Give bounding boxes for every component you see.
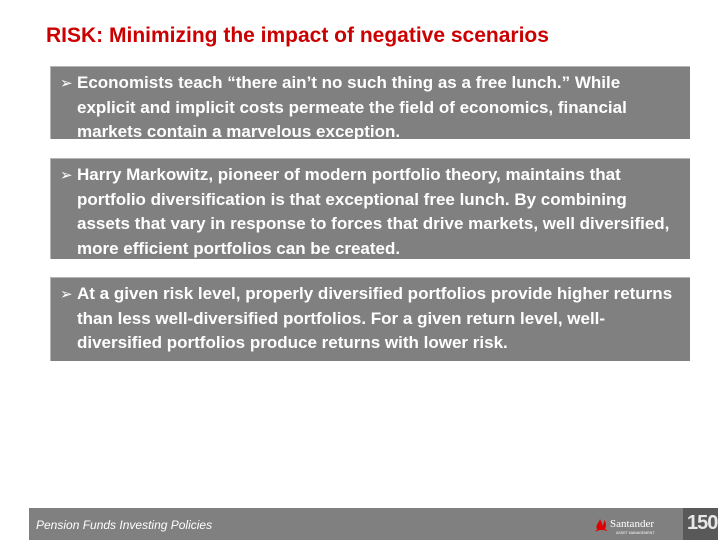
badge-text: 150 [687,512,718,534]
bullet-1 [59,71,682,145]
logo-subtitle: ASSET MANAGEMENT [616,531,655,535]
slide-title: RISK: Minimizing the impact of negative scenarios [46,24,549,47]
arrow-bullet-icon: ➢ [60,166,73,184]
bullet-text-1: Economists teach “there ain’t no such thing as a free lunch.” While explicit and implicit costs permeate the field of economics, financial markets contain a marvelous exception. [77,73,627,141]
footer [0,508,720,540]
flame-icon [596,519,607,532]
bullet-box-2 [50,158,690,259]
footer-title: Pension Funds Investing Policies [36,518,213,532]
arrow-bullet-icon: ➢ [60,285,73,303]
bullet-text-3: At a given risk level, properly diversified portfolios provide higher returns than less well-diversified portfolios. For a given return level, well-diversified portfolios produce returns with lower risk. [77,284,673,352]
arrow-bullet-icon: ➢ [60,74,73,92]
bullet-box-3 [50,277,690,361]
bullet-text-2: Harry Markowitz, pioneer of modern portfolio theory, maintains that portfolio diversification is that exceptional free lunch. By combining assets that vary in response to forces that drive markets, well diversified, more efficient portfolios can be created. [77,165,670,258]
bullet-2 [59,163,682,261]
logo-wordmark: Santander [610,518,654,530]
santander-logo [594,512,674,536]
anniversary-badge [683,508,718,540]
bullet-3 [59,282,682,356]
bullet-box-1 [50,66,690,139]
